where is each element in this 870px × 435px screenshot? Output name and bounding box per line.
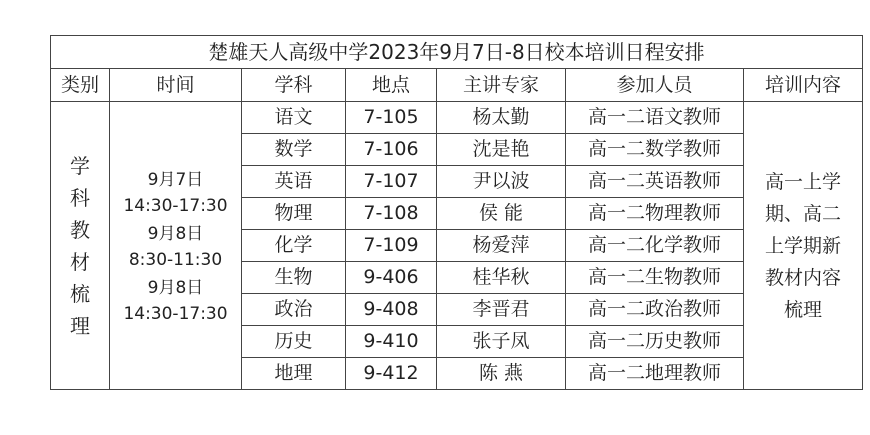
training-schedule-document bbox=[50, 35, 862, 390]
participants-cell: 高一二地理教师 bbox=[566, 358, 744, 390]
time-cell bbox=[110, 102, 242, 390]
time-date: 9月7日 bbox=[147, 169, 204, 190]
location-cell: 7-109 bbox=[346, 230, 437, 262]
subject-cell: 历史 bbox=[242, 326, 346, 358]
header-participants: 参加人员 bbox=[566, 69, 744, 102]
participants-cell: 高一二历史教师 bbox=[566, 326, 744, 358]
content-cell bbox=[744, 102, 863, 390]
category-char: 理 bbox=[70, 313, 90, 338]
participants-cell: 高一二生物教师 bbox=[566, 262, 744, 294]
location-cell: 9-408 bbox=[346, 294, 437, 326]
header-category: 类别 bbox=[51, 69, 110, 102]
location-cell: 7-108 bbox=[346, 198, 437, 230]
subject-cell: 数学 bbox=[242, 134, 346, 166]
expert-cell: 尹以波 bbox=[437, 166, 566, 198]
category-cell bbox=[51, 102, 110, 390]
expert-cell: 陈 燕 bbox=[437, 358, 566, 390]
subject-cell: 生物 bbox=[242, 262, 346, 294]
content-line: 梳理 bbox=[784, 298, 823, 321]
location-cell: 7-106 bbox=[346, 134, 437, 166]
expert-cell: 李晋君 bbox=[437, 294, 566, 326]
category-char: 学 bbox=[70, 153, 90, 178]
time-range: 8:30-11:30 bbox=[128, 249, 223, 270]
location-cell: 9-406 bbox=[346, 262, 437, 294]
category-char: 梳 bbox=[70, 281, 90, 306]
category-char: 教 bbox=[70, 217, 90, 242]
location-cell: 9-410 bbox=[346, 326, 437, 358]
expert-cell: 侯 能 bbox=[437, 198, 566, 230]
location-cell: 7-107 bbox=[346, 166, 437, 198]
participants-cell: 高一二物理教师 bbox=[566, 198, 744, 230]
header-time: 时间 bbox=[110, 69, 242, 102]
expert-cell: 杨太勤 bbox=[437, 102, 566, 134]
expert-cell: 沈是艳 bbox=[437, 134, 566, 166]
title-row bbox=[51, 36, 863, 69]
table-title: 楚雄天人高级中学2023年9月7日-8日校本培训日程安排 bbox=[51, 36, 863, 69]
time-range: 14:30-17:30 bbox=[123, 195, 228, 216]
location-cell: 9-412 bbox=[346, 358, 437, 390]
participants-cell: 高一二英语教师 bbox=[566, 166, 744, 198]
subject-cell: 语文 bbox=[242, 102, 346, 134]
header-subject: 学科 bbox=[242, 69, 346, 102]
location-cell: 7-105 bbox=[346, 102, 437, 134]
participants-cell: 高一二数学教师 bbox=[566, 134, 744, 166]
schedule-table bbox=[50, 35, 863, 390]
participants-cell: 高一二化学教师 bbox=[566, 230, 744, 262]
expert-cell: 张子凤 bbox=[437, 326, 566, 358]
time-date: 9月8日 bbox=[147, 223, 204, 244]
content-line: 期、高二 bbox=[765, 202, 842, 225]
subject-cell: 政治 bbox=[242, 294, 346, 326]
content-line: 教材内容 bbox=[765, 266, 842, 289]
content-line: 上学期新 bbox=[765, 234, 842, 257]
header-expert: 主讲专家 bbox=[437, 69, 566, 102]
table-row bbox=[51, 102, 863, 134]
header-location: 地点 bbox=[346, 69, 437, 102]
expert-cell: 杨爱萍 bbox=[437, 230, 566, 262]
subject-cell: 英语 bbox=[242, 166, 346, 198]
category-char: 材 bbox=[70, 249, 90, 274]
participants-cell: 高一二政治教师 bbox=[566, 294, 744, 326]
header-row bbox=[51, 69, 863, 102]
content-line: 高一上学 bbox=[765, 170, 842, 193]
participants-cell: 高一二语文教师 bbox=[566, 102, 744, 134]
category-char: 科 bbox=[70, 185, 90, 210]
time-date: 9月8日 bbox=[147, 277, 204, 298]
subject-cell: 地理 bbox=[242, 358, 346, 390]
expert-cell: 桂华秋 bbox=[437, 262, 566, 294]
time-range: 14:30-17:30 bbox=[123, 303, 228, 324]
header-content: 培训内容 bbox=[744, 69, 863, 102]
subject-cell: 化学 bbox=[242, 230, 346, 262]
subject-cell: 物理 bbox=[242, 198, 346, 230]
